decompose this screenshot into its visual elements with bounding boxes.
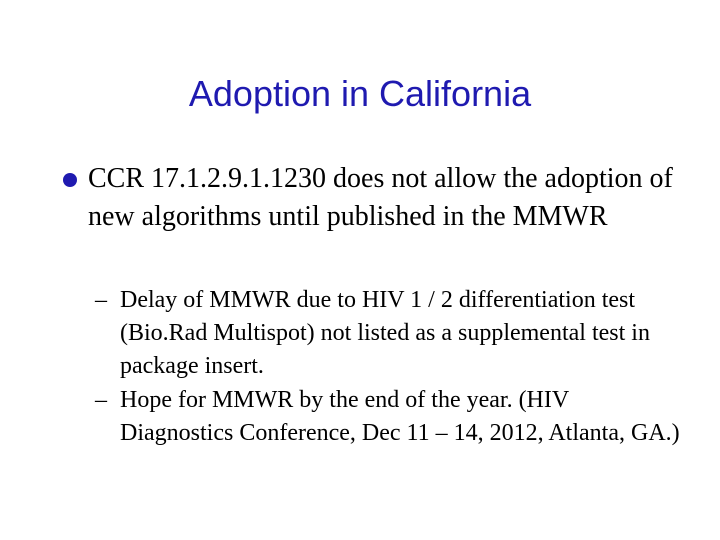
sub-bullet-text: Hope for MMWR by the end of the year. (HIV Diagnostics Conference, Dec 11 – 14, 2012, Atlanta, GA.) — [120, 387, 680, 446]
bullet-dot-icon — [63, 173, 77, 187]
sub-bullet-marker: – — [95, 287, 107, 313]
slide-title: Adoption in California — [188, 73, 532, 114]
bullet-text: CCR 17.1.2.9.1.1230 does not allow the adoption of new algorithms until published in the MMWR — [88, 163, 673, 232]
sub-bullet-marker: – — [95, 387, 107, 413]
sub-bullet-text: Delay of MMWR due to HIV 1 / 2 differentiation test (Bio.Rad Multispot) not listed as a supplemental test in package insert. — [120, 287, 650, 379]
